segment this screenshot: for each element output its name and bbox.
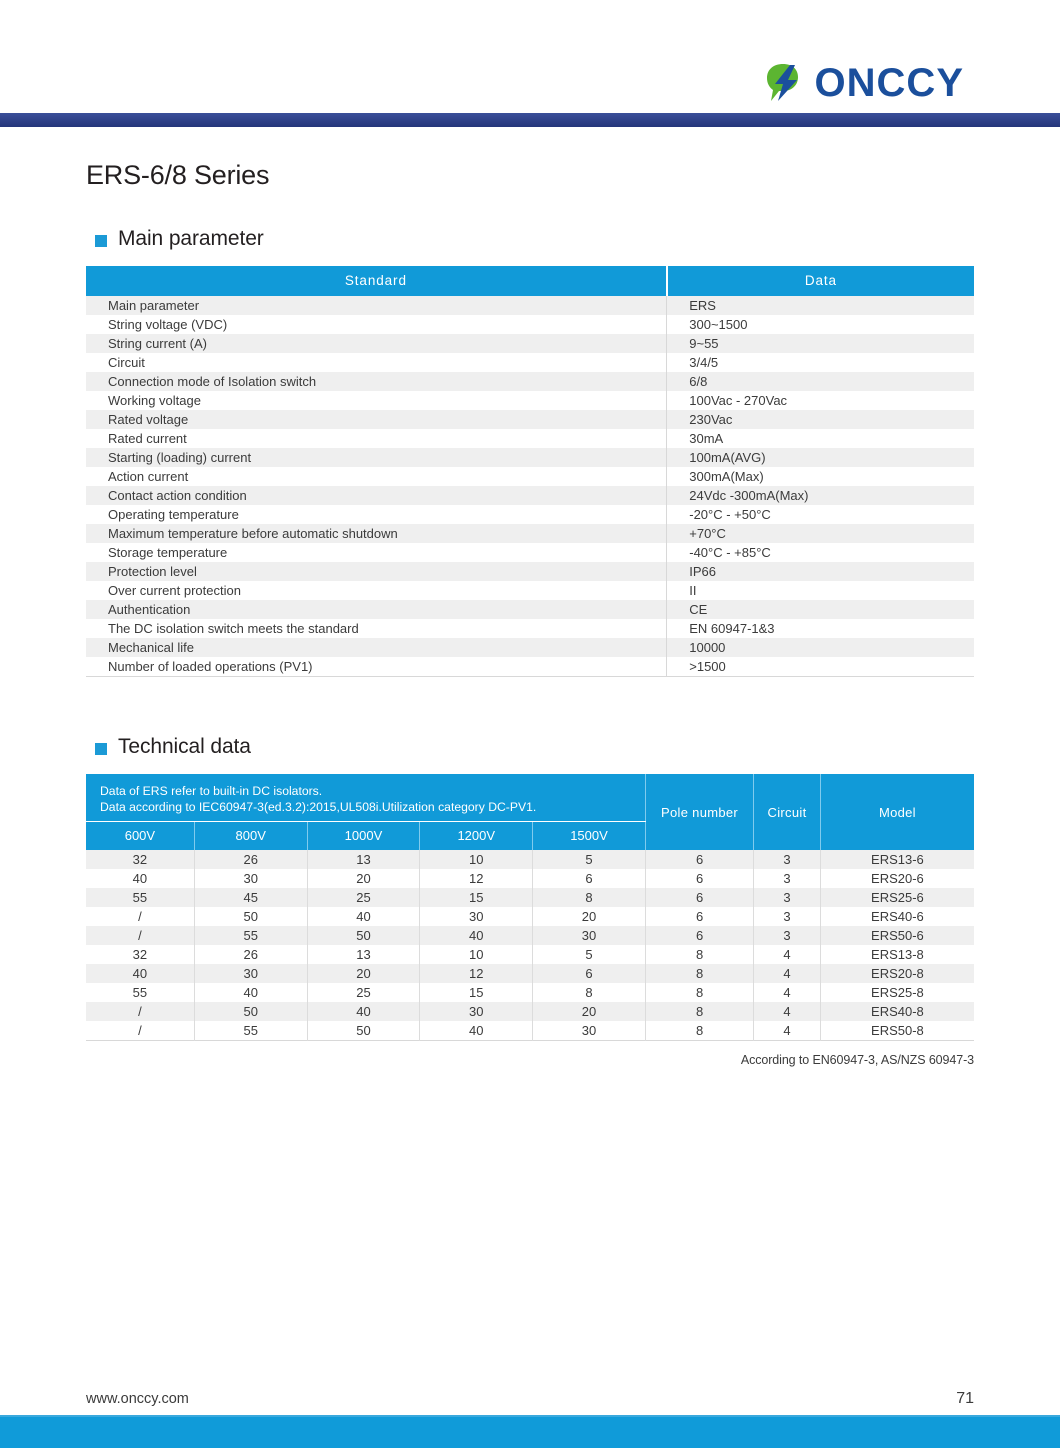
cell-1200v: 30 [420,907,533,926]
cell-600v: 40 [132,966,148,981]
cell-circuit: 3 [754,850,821,869]
cell-standard: Rated voltage [86,410,667,429]
square-bullet-icon [95,743,107,755]
cell-800v: 50 [194,907,307,926]
cell-circuit: 4 [754,945,821,964]
note-line-2: Data according to IEC60947-3(ed.3.2):2015,UL508i.Utilization category DC-PV1. [100,800,537,814]
cell-800v: 45 [194,888,307,907]
cell-800v: 30 [194,964,307,983]
cell-pole-number: 8 [645,945,753,964]
cell-pole-number: 6 [645,850,753,869]
column-header-model: Model [820,774,974,850]
cell-model: ERS20-8 [820,964,974,983]
cell-1200v: 10 [420,945,533,964]
cell-circuit: 4 [754,1002,821,1021]
cell-1500v: 6 [533,964,646,983]
table-row [86,581,974,600]
column-header-pole-number: Pole number [645,774,753,850]
table-row [86,964,974,983]
note-line-1: Data of ERS refer to built-in DC isolators. [100,784,323,798]
cell-data: 100Vac - 270Vac [689,393,788,408]
cell-data: CE [689,602,708,617]
column-header-data: Data [667,266,974,296]
cell-pole-number: 8 [645,983,753,1002]
cell-1500v: 20 [533,1002,646,1021]
cell-600v: 32 [132,947,148,962]
brand-logo [763,62,964,104]
cell-1000v: 13 [307,945,420,964]
cell-circuit: 4 [754,983,821,1002]
cell-standard: Contact action condition [86,486,667,505]
footer-accent-bar [0,1417,1060,1448]
header-accent-bar [0,113,1060,127]
cell-1200v: 12 [420,964,533,983]
table-row [86,467,974,486]
table-row [86,850,974,869]
table-row [86,638,974,657]
cell-data: 300~1500 [689,317,748,332]
table-row [86,372,974,391]
table-row [86,562,974,581]
cell-standard: Number of loaded operations (PV1) [86,657,667,677]
column-header-1000v: 1000V [307,822,420,851]
cell-circuit: 3 [754,907,821,926]
table-row [86,869,974,888]
brand-name: ONCCY [814,61,964,105]
cell-model: ERS13-6 [820,850,974,869]
cell-1500v: 6 [533,869,646,888]
cell-circuit: 3 [754,869,821,888]
cell-800v: 55 [194,926,307,945]
cell-model: ERS25-8 [820,983,974,1002]
table-row [86,296,974,315]
cell-circuit: 4 [754,964,821,983]
cell-1200v: 40 [420,926,533,945]
section-header-technical-data [95,735,974,759]
table-header-row [86,266,974,296]
table-row [86,353,974,372]
cell-data: +70°C [689,526,726,541]
square-bullet-icon [95,235,107,247]
cell-data: IP66 [689,564,716,579]
cell-data: -40°C - +85°C [689,545,771,560]
technical-data-note [86,774,645,822]
table-row [86,524,974,543]
cell-1000v: 40 [307,907,420,926]
cell-1000v: 20 [307,869,420,888]
column-header-circuit: Circuit [754,774,821,850]
cell-1000v: 25 [307,983,420,1002]
cell-standard: Authentication [86,600,667,619]
cell-600v: 32 [132,852,148,867]
cell-1000v: 50 [307,926,420,945]
cell-1200v: 15 [420,888,533,907]
table-row [86,410,974,429]
table-row [86,600,974,619]
technical-data-footnote: According to EN60947-3, AS/NZS 60947-3 [740,1053,974,1067]
cell-pole-number: 6 [645,869,753,888]
cell-1200v: 40 [420,1021,533,1041]
cell-1000v: 20 [307,964,420,983]
cell-data: 230Vac [689,412,733,427]
table-row [86,334,974,353]
cell-data: 100mA(AVG) [689,450,766,465]
table-row [86,657,974,677]
cell-800v: 40 [194,983,307,1002]
table-row [86,486,974,505]
cell-standard: Main parameter [86,296,667,315]
cell-1200v: 30 [420,1002,533,1021]
main-parameter-table [86,266,974,677]
column-header-800v: 800V [194,822,307,851]
cell-1000v: 13 [307,850,420,869]
cell-600v: / [138,928,142,943]
cell-model: ERS40-6 [820,907,974,926]
cell-model: ERS13-8 [820,945,974,964]
table-row [86,619,974,638]
cell-model: ERS50-8 [820,1021,974,1041]
cell-standard: String voltage (VDC) [86,315,667,334]
cell-pole-number: 6 [645,888,753,907]
cell-pole-number: 8 [645,1021,753,1041]
cell-1500v: 8 [533,888,646,907]
footer-page-number: 71 [956,1390,974,1407]
cell-600v: / [138,1004,142,1019]
cell-standard: Working voltage [86,391,667,410]
cell-data: II [689,583,697,598]
cell-data: 6/8 [689,374,708,389]
table-row [86,315,974,334]
table-row [86,391,974,410]
column-header-1200v: 1200V [420,822,533,851]
cell-standard: Protection level [86,562,667,581]
page-header [0,0,1060,132]
table-row [86,888,974,907]
section-header-main-parameter [95,227,974,251]
cell-standard: Storage temperature [86,543,667,562]
cell-data: 10000 [689,640,726,655]
footer-website[interactable]: www.onccy.com [86,1391,189,1407]
cell-standard: Operating temperature [86,505,667,524]
table-row [86,945,974,964]
cell-standard: Starting (loading) current [86,448,667,467]
cell-800v: 30 [194,869,307,888]
cell-data: 3/4/5 [689,355,719,370]
cell-model: ERS25-6 [820,888,974,907]
cell-800v: 50 [194,1002,307,1021]
page-footer [0,1373,1060,1448]
cell-standard: Over current protection [86,581,667,600]
section-title-main-parameter: Main parameter [118,227,264,250]
cell-circuit: 4 [754,1021,821,1041]
cell-pole-number: 8 [645,1002,753,1021]
technical-data-table [86,774,974,1041]
table-row [86,448,974,467]
cell-800v: 26 [194,850,307,869]
cell-1200v: 12 [420,869,533,888]
cell-pole-number: 8 [645,964,753,983]
cell-standard: Circuit [86,353,667,372]
onccy-leaf-bolt-logo-icon [763,62,811,104]
cell-600v: 55 [132,985,148,1000]
table-row [86,983,974,1002]
table-row [86,907,974,926]
column-header-600v: 600V [86,822,194,851]
table-row [86,1021,974,1041]
cell-data: ERS [689,298,716,313]
table-row [86,429,974,448]
cell-1500v: 5 [533,945,646,964]
cell-model: ERS50-6 [820,926,974,945]
cell-standard: String current (A) [86,334,667,353]
cell-1500v: 30 [533,926,646,945]
cell-800v: 26 [194,945,307,964]
cell-600v: 55 [132,890,148,905]
cell-standard: Mechanical life [86,638,667,657]
cell-600v: 40 [132,871,148,886]
cell-1500v: 5 [533,850,646,869]
table-row [86,543,974,562]
table-header-note-row [86,774,974,822]
cell-standard: Connection mode of Isolation switch [86,372,667,391]
page-title: ERS-6/8 Series [86,160,270,190]
cell-1200v: 10 [420,850,533,869]
cell-600v: / [138,1023,142,1038]
column-header-1500v: 1500V [533,822,646,851]
cell-1000v: 25 [307,888,420,907]
section-title-technical-data: Technical data [118,735,251,758]
cell-data: EN 60947-1&3 [689,621,775,636]
cell-standard: Maximum temperature before automatic shutdown [86,524,667,543]
cell-standard: Action current [86,467,667,486]
cell-1500v: 30 [533,1021,646,1041]
cell-1500v: 20 [533,907,646,926]
cell-data: 9~55 [689,336,719,351]
cell-data: 30mA [689,431,724,446]
page-content [0,160,1060,1067]
cell-1200v: 15 [420,983,533,1002]
header-accent-bar-gradient [0,113,1060,127]
cell-pole-number: 6 [645,926,753,945]
cell-1000v: 50 [307,1021,420,1041]
cell-model: ERS20-6 [820,869,974,888]
table-row [86,505,974,524]
cell-standard: Rated current [86,429,667,448]
cell-800v: 55 [194,1021,307,1041]
cell-data: >1500 [689,659,726,674]
cell-data: -20°C - +50°C [689,507,771,522]
table-row [86,1002,974,1021]
cell-data: 300mA(Max) [689,469,764,484]
cell-1500v: 8 [533,983,646,1002]
cell-data: 24Vdc -300mA(Max) [689,488,809,503]
cell-circuit: 3 [754,888,821,907]
table-row [86,926,974,945]
cell-model: ERS40-8 [820,1002,974,1021]
cell-standard: The DC isolation switch meets the standard [86,619,667,638]
cell-1000v: 40 [307,1002,420,1021]
column-header-standard: Standard [86,266,667,296]
cell-600v: / [138,909,142,924]
cell-pole-number: 6 [645,907,753,926]
cell-circuit: 3 [754,926,821,945]
